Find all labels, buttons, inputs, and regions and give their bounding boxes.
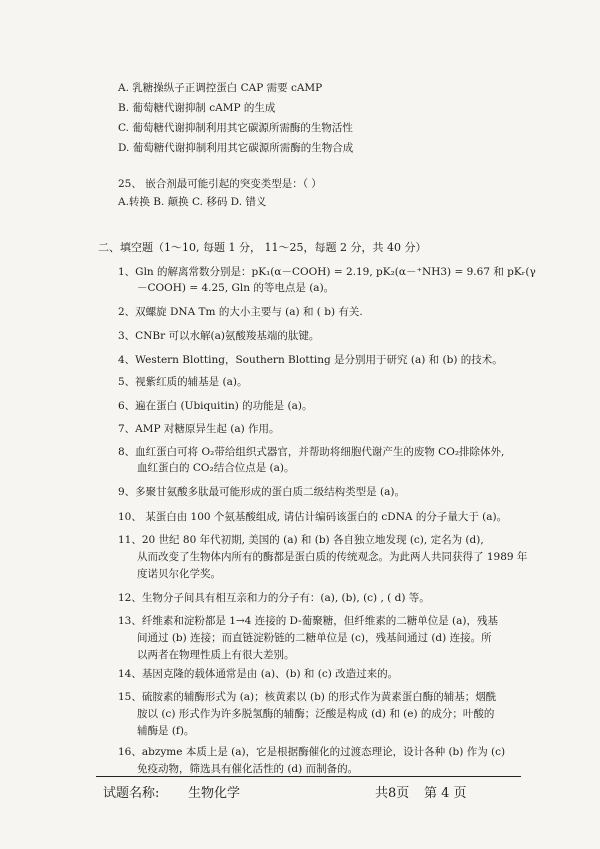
q10: 10、 某蛋白由 100 个氨基酸组成, 请估计编码该蛋白的 cDNA 的分子量大于 (a)。 (118, 511, 508, 523)
q12: 12、生物分子间具有相互亲和力的分子有：(a), (b), (c) , ( d) 等。 (118, 592, 430, 604)
q1-line2: －COOH) = 4.25, Gln 的等电点是 (a)。 (137, 282, 335, 294)
q5: 5、视紫红质的辅基是 (a)。 (118, 376, 248, 388)
q15-line3: 辅酶是 (f)。 (137, 725, 195, 737)
q15-line2: 胺以 (c) 形式作为许多脱氢酶的辅酶；泛酸是构成 (d) 和 (e) 的成分；叶酸的 (137, 708, 495, 720)
footer-current-page: 第 4 页 (424, 786, 467, 801)
q6: 6、遍在蛋白 (Ubiquitin) 的功能是 (a)。 (118, 400, 313, 412)
q24-option-b: B. 葡萄糖代谢抑制 cAMP 的生成 (118, 102, 276, 114)
footer-total-pages: 共8页 (375, 786, 410, 801)
q24-option-a: A. 乳糖操纵子正调控蛋白 CAP 需要 cAMP (118, 82, 323, 94)
q8-line2: 血红蛋白的 CO₂结合位点是 (a)。 (137, 462, 295, 474)
q2: 2、双螺旋 DNA Tm 的大小主要与 (a) 和 ( b) 有关. (118, 306, 363, 318)
q24-option-d: D. 葡萄糖代谢抑制利用其它碳源所需酶的生物合成 (118, 142, 354, 154)
q9: 9、多聚甘氨酸多肽最可能形成的蛋白质二级结构类型是 (a)。 (118, 486, 405, 498)
q16-line2: 免疫动物，筛选具有催化活性的 (d) 而制备的。 (137, 763, 359, 775)
q13-line1: 13、纤维素和淀粉都是 1→4 连接的 D-葡聚糖，但纤维素的二糖单位是 (a)，残基 (118, 615, 498, 627)
q25-options: A.转换 B. 颠换 C. 移码 D. 错义 (118, 196, 267, 208)
q3: 3、CNBr 可以水解(a)氨酸羧基端的肽键。 (118, 330, 320, 342)
q13-line3: 以两者在物理性质上有很大差别。 (137, 649, 295, 661)
q15-line1: 15、硫胺素的辅酶形式为 (a)；核黄素以 (b) 的形式作为黄素蛋白酶的辅基；烟酰 (118, 691, 497, 703)
q11-line1: 11、20 世纪 80 年代初期, 美国的 (a) 和 (b) 各自独立地发现 (c), 定名为 (d), (118, 534, 484, 546)
footer-label: 试题名称: (103, 786, 160, 801)
q7: 7、AMP 对糖原异生起 (a) 作用。 (118, 423, 280, 435)
q8-line1: 8、血红蛋白可将 O₂带给组织式器官，并帮助将细胞代谢产生的废物 CO₂排除体外, (118, 446, 505, 458)
q11-line3: 度诺贝尔化学奖。 (137, 568, 221, 580)
q13-line2: 间通过 (b) 连接；而直链淀粉链的二糖单位是 (c)，残基间通过 (d) 连接。所 (137, 632, 492, 644)
q25-stem: 25、 嵌合剂最可能引起的突变类型是：（ ） (118, 178, 322, 190)
q14: 14、基因克隆的载体通常是由 (a)、(b) 和 (c) 改造过来的。 (118, 668, 399, 680)
q24-option-c: C. 葡萄糖代谢抑制利用其它碳源所需酶的生物活性 (118, 122, 353, 134)
q1-line1: 1、Gln 的解离常数分别是：pK₁(α－COOH) = 2.19, pK₂(α－⁺NH3) = 9.67 和 pKᵣ(γ (118, 266, 536, 278)
footer-subject: 生物化学 (188, 786, 241, 801)
q16-line1: 16、abzyme 本质上是 (a)，它是根据酶催化的过渡态理论，设计各种 (b) 作为 (c) (118, 746, 506, 758)
q11-line2: 从而改变了生物体内所有的酶都是蛋白质的传统观念。为此两人共同获得了 1989 年 (137, 551, 528, 563)
q4: 4、Western Blotting，Southern Blotting 是分别用于研究 (a) 和 (b) 的技术。 (118, 354, 503, 366)
section-title: 二、填空题（1～10, 每题 1 分， 11～25，每题 2 分，共 40 分） (98, 241, 427, 254)
footer-divider (96, 776, 521, 777)
